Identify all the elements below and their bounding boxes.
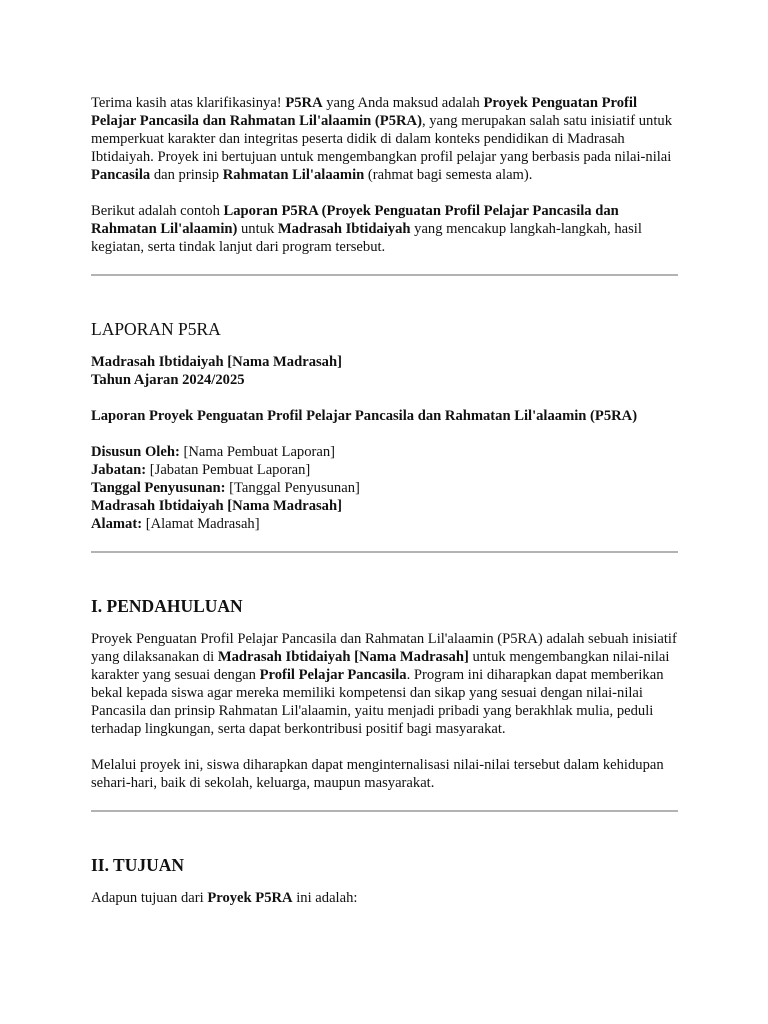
bold-term: Madrasah Ibtidaiyah	[277, 221, 411, 237]
bold-term: Laporan P5RA (Proyek Penguatan Profil Pelajar Pancasila dan Rahmatan Lil'alaamin)	[91, 203, 619, 237]
text: Berikut adalah contoh	[91, 203, 224, 219]
field-address	[91, 515, 678, 533]
text: Terima kasih atas klarifikasinya!	[91, 95, 286, 111]
text: yang mencakup langkah-langkah, hasil kegiatan, serta tindak lanjut dari program tersebut.	[91, 221, 642, 255]
field-value: [Tanggal Penyusunan]	[225, 480, 360, 496]
field-label: Jabatan:	[91, 462, 147, 478]
school-line	[91, 353, 678, 371]
bold-text: Laporan Proyek Penguatan Profil Pelajar Pancasila dan Rahmatan Lil'alaamin (P5RA)	[91, 408, 638, 424]
bold-text: Tahun Ajaran 2024/2025	[91, 372, 245, 388]
text: (rahmat bagi semesta alam).	[364, 167, 533, 183]
bold-term: Rahmatan Lil'alaamin	[222, 167, 365, 183]
field-label: Tanggal Penyusunan:	[91, 480, 226, 496]
field-label: Alamat:	[91, 516, 143, 532]
field-position	[91, 461, 678, 479]
report-title	[91, 407, 678, 425]
text: untuk mengembangkan nilai-nilai karakter yang sesuai dengan	[91, 649, 670, 683]
bold-term: Profil Pelajar Pancasila	[259, 667, 407, 683]
field-value: [Nama Pembuat Laporan]	[179, 444, 336, 460]
field-author	[91, 443, 678, 461]
field-value: [Alamat Madrasah]	[142, 516, 260, 532]
text: Proyek Penguatan Profil Pelajar Pancasila dan Rahmatan Lil'alaamin (P5RA) adalah sebuah inisiatif yang dilaksanakan di	[91, 631, 677, 665]
text: . Program ini diharapkan dapat memberikan bekal kepada siswa agar mereka memiliki kompetensi dan sikap yang sesuai dengan nilai-nilai Pancasila dan prinsip Rahmatan Lil'alaamin, yaitu menjadi pribadi yang berakhlak mulia, peduli terhadap lingkungan, serta dapat berkontribusi positif bagi masyarakat.	[91, 667, 664, 737]
divider	[91, 810, 678, 812]
bold-term: P5RA	[285, 95, 323, 111]
section-1-heading: I. PENDAHULUAN	[91, 596, 243, 616]
text: , yang merupakan salah satu inisiatif untuk memperkuat karakter dan integritas peserta didik di dalam konteks pendidikan di Madrasah Ibtidaiyah. Proyek ini bertujuan untuk mengembangkan profil pelajar yang berbasis pada nilai-nilai	[91, 113, 672, 165]
bold-term: Proyek Penguatan Profil Pelajar Pancasila dan Rahmatan Lil'alaamin (P5RA)	[91, 95, 638, 129]
section-2-heading: II. TUJUAN	[91, 855, 185, 875]
text: yang Anda maksud adalah	[322, 95, 484, 111]
bold-term: Madrasah Ibtidaiyah [Nama Madrasah]	[217, 649, 469, 665]
year-line	[91, 371, 678, 389]
field-value: [Jabatan Pembuat Laporan]	[146, 462, 311, 478]
bold-text: Madrasah Ibtidaiyah [Nama Madrasah]	[91, 354, 342, 370]
intro-paragraph-2	[91, 202, 678, 256]
divider	[91, 274, 678, 276]
text: dan prinsip	[150, 167, 223, 183]
bold-term: Proyek P5RA	[207, 890, 293, 906]
divider	[91, 551, 678, 553]
intro-paragraph-1	[91, 94, 678, 184]
field-date	[91, 479, 678, 497]
text: Adapun tujuan dari	[91, 890, 208, 906]
text: untuk	[237, 221, 278, 237]
report-heading: LAPORAN P5RA	[91, 319, 221, 339]
section-1-paragraph-2: Melalui proyek ini, siswa diharapkan dapat menginternalisasi nilai-nilai tersebut dalam kehidupan sehari-hari, baik di sekolah, keluarga, maupun masyarakat.	[91, 757, 664, 791]
section-2-paragraph-1	[91, 889, 678, 907]
field-school	[91, 497, 678, 515]
bold-text: Madrasah Ibtidaiyah [Nama Madrasah]	[91, 498, 342, 514]
field-label: Disusun Oleh:	[91, 444, 180, 460]
text: ini adalah:	[292, 890, 358, 906]
bold-term: Pancasila	[91, 167, 151, 183]
section-1-paragraph-1	[91, 630, 678, 738]
